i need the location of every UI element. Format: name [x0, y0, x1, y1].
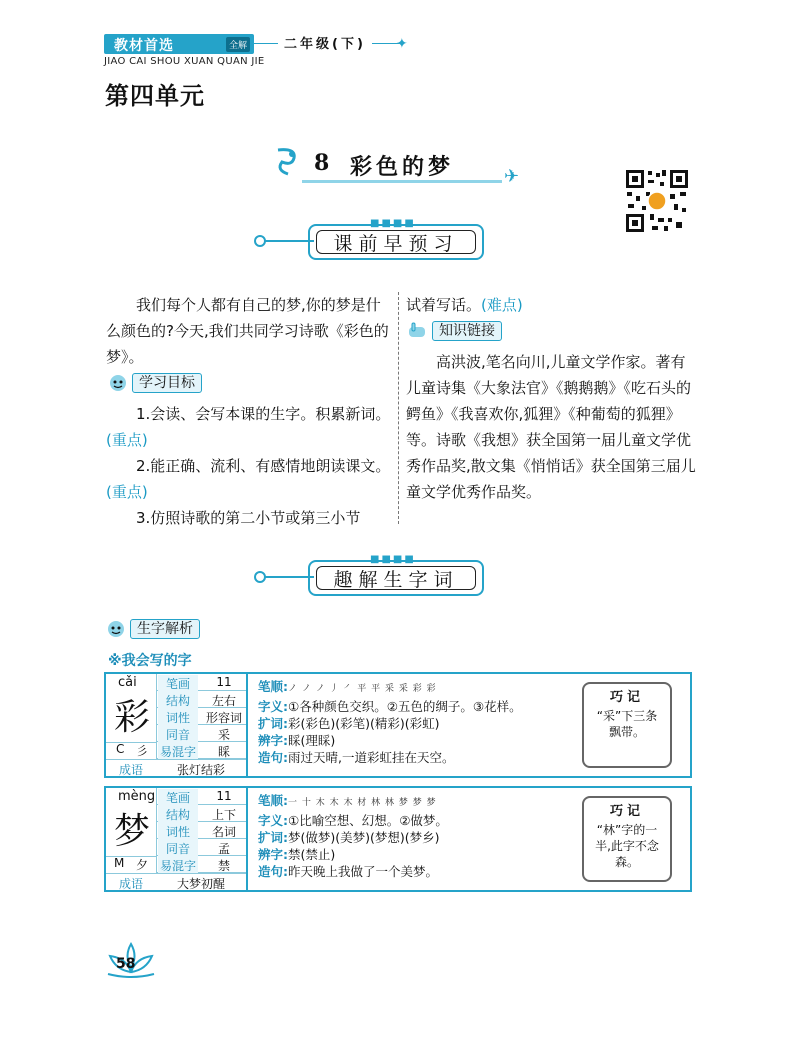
stroke-order: 一 十 木 木 木 材 林 林 梦 梦 梦	[288, 798, 437, 808]
airplane-icon: ✈	[504, 166, 520, 187]
idiom-value: 大梦初醒	[176, 877, 225, 891]
attr-row: 同音 采	[156, 725, 246, 742]
char-attributes	[156, 674, 246, 759]
stroke-order: ノ ノ ノ 丿 ㇒ 平 平 采 采 彩 彩	[288, 684, 437, 694]
goal-tag: (重点)	[106, 483, 148, 501]
section-preview-banner: ■■■■ 课前早预习	[260, 220, 504, 264]
char-words: 彩(彩色)(彩笔)(精彩)(彩虹)	[288, 716, 440, 731]
swirl-icon	[272, 146, 302, 176]
attr-row: 词性 名词	[156, 822, 246, 839]
series-title: 教材首选	[114, 38, 174, 54]
char-sentence: 昨天晚上我做了一个美梦。	[288, 864, 439, 879]
char-details: 笔顺:ノ ノ ノ 丿 ㇒ 平 平 采 采 彩 彩 字义:①各种颜色交织。②五色的绸子。③花样。 扩词:彩(彩色)(彩笔)(精彩)(彩虹) 辨字:睬(理睬) 造句:雨过天晴,一道彩虹挂在天空。	[258, 679, 522, 765]
idiom-key: 成语	[118, 763, 143, 777]
attr-row: 词性 形容词	[156, 708, 246, 725]
char-capital: M	[114, 856, 125, 870]
series-pinyin: JIAO CAI SHOU XUAN QUAN JIE	[104, 56, 265, 67]
memory-tip-text: “林”字的一半,此字不念森。	[595, 823, 659, 869]
right-column	[406, 292, 696, 505]
goals-label	[106, 372, 202, 394]
lesson-underline	[302, 180, 502, 183]
knowledge-label-text: 知识链接	[432, 321, 502, 341]
goal-item-2: 2.能正确、流利、有感情地朗读课文。(重点)	[106, 457, 391, 501]
mascot-icon	[104, 619, 128, 639]
memory-tip	[582, 796, 672, 882]
section-vocab-title: 趣解生字词	[316, 566, 476, 590]
unit-title: 第四单元	[105, 82, 205, 110]
knowledge-label	[406, 320, 502, 342]
char-radical: 夕	[136, 858, 149, 872]
memory-tip-title: 巧记	[609, 804, 644, 819]
goal-tag: (难点)	[481, 296, 523, 314]
char-info	[106, 788, 248, 890]
section-vocab-banner: ■■■■ 趣解生字词	[260, 556, 504, 600]
write-label: ※我会写的字	[108, 653, 192, 669]
intro-text: 我们每个人都有自己的梦,你的梦是什么颜色的?今天,我们共同学习诗歌《彩色的梦》。	[106, 296, 389, 366]
series-banner	[104, 34, 254, 54]
page-number-badge	[104, 940, 158, 980]
sparkle-icon: ✦	[396, 36, 408, 52]
char-details: 笔顺:一 十 木 木 木 材 林 林 梦 梦 梦 字义:①比喻空想、幻想。②做梦。 扩词:梦(做梦)(美梦)(梦想)(梦乡) 辨字:禁(禁止) 造句:昨天晚上我做了一个美梦。	[258, 793, 448, 879]
memory-tip-text: “采”下三条飘带。	[596, 709, 658, 739]
lesson-name: 彩色的梦	[350, 154, 455, 180]
char-distinguish: 睬(理睬)	[288, 733, 336, 748]
goal-item-1: 1.会读、会写本课的生字。积累新词。(重点)	[106, 405, 391, 449]
mascot-icon	[106, 373, 130, 393]
char-radical: 彡	[136, 744, 149, 758]
attr-row: 笔画 11	[156, 788, 246, 805]
attr-row: 同音 孟	[156, 839, 246, 856]
column-divider	[398, 292, 399, 524]
attr-row: 笔画 11	[156, 674, 246, 691]
memory-tip-title: 巧记	[609, 690, 644, 705]
lesson-number: 8	[314, 150, 330, 176]
hand-icon	[406, 321, 430, 341]
page-number: 58	[116, 956, 136, 972]
analysis-label-text: 生字解析	[130, 619, 200, 639]
idiom-key: 成语	[118, 877, 143, 891]
goal-tag: (重点)	[106, 431, 148, 449]
grade-label: 二年级(下)	[278, 33, 372, 52]
analysis-label	[104, 618, 200, 640]
attr-row: 结构 左右	[156, 691, 246, 708]
lesson-title-block	[272, 144, 528, 192]
series-tag: 全解	[226, 37, 250, 52]
section-preview-title: 课前早预习	[316, 230, 476, 254]
attr-row: 易混字 禁	[156, 856, 246, 873]
char-glyph: 梦	[113, 810, 150, 852]
char-card	[104, 672, 692, 778]
idiom-value: 张灯结彩	[176, 763, 225, 777]
goals-label-text: 学习目标	[132, 373, 202, 393]
char-info	[106, 674, 248, 776]
qr-code[interactable]	[624, 168, 690, 234]
memory-tip	[582, 682, 672, 768]
attr-row: 结构 上下	[156, 805, 246, 822]
goal-item-3-part1: 3.仿照诗歌的第二小节或第三小节	[136, 509, 361, 527]
char-distinguish: 禁(禁止)	[288, 847, 336, 862]
char-pinyin: mèng	[118, 789, 156, 804]
char-card	[104, 786, 692, 892]
char-pinyin: cǎi	[118, 675, 137, 690]
attr-row: 易混字 睬	[156, 742, 246, 759]
char-glyph: 彩	[113, 696, 150, 738]
char-words: 梦(做梦)(美梦)(梦想)(梦乡)	[288, 830, 440, 845]
char-sentence: 雨过天晴,一道彩虹挂在天空。	[288, 750, 455, 765]
char-capital: C	[116, 742, 125, 756]
char-meaning: ①各种颜色交织。②五色的绸子。③花样。	[288, 699, 522, 714]
knowledge-text: 高洪波,笔名向川,儿童文学作家。著有儿童诗集《大象法官》《鹅鹅鹅》《吃石头的鳄鱼》《我喜欢你,狐狸》《种葡萄的狐狸》等。诗歌《我想》获全国第一届儿童文学优秀作品奖,散文集《悄悄话》获全国第三届儿童文学优秀作品奖。	[406, 353, 696, 501]
left-column	[106, 292, 392, 531]
goal-item-3-part2: 试着写话。(难点)	[406, 296, 523, 314]
char-meaning: ①比喻空想、幻想。②做梦。	[288, 813, 448, 828]
char-attributes	[156, 788, 246, 873]
